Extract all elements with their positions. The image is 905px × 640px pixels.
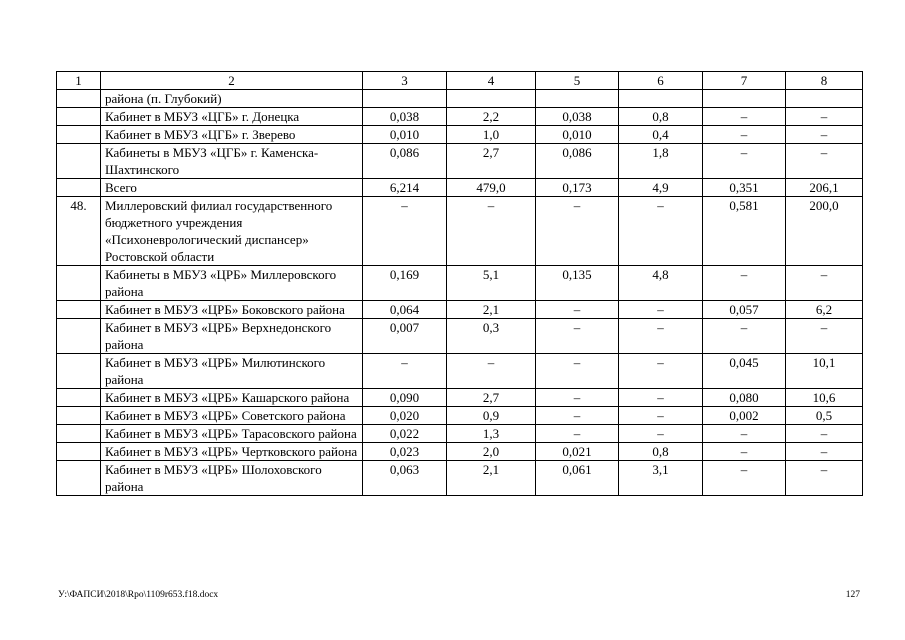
row-name-cell: Всего: [101, 179, 363, 197]
row-name-cell: Кабинет в МБУЗ «ЦРБ» Чертковского района: [101, 443, 363, 461]
value-cell-col-6: 3,1: [619, 461, 703, 496]
value-cell-col-5: 0,038: [536, 108, 619, 126]
value-cell-col-4: 0,3: [447, 319, 536, 354]
value-cell-col-7: [703, 90, 786, 108]
value-cell-col-6: [619, 90, 703, 108]
table-row: [57, 108, 863, 126]
value-cell-col-4: 5,1: [447, 266, 536, 301]
value-cell-col-7: –: [703, 108, 786, 126]
row-number-cell: [57, 407, 101, 425]
header-cell: 7: [703, 72, 786, 90]
value-cell-col-3: 0,023: [363, 443, 447, 461]
value-cell-col-8: –: [786, 443, 863, 461]
value-cell-col-5: –: [536, 319, 619, 354]
value-cell-col-6: –: [619, 354, 703, 389]
value-cell-col-6: –: [619, 425, 703, 443]
page-number: 127: [845, 590, 860, 600]
value-cell-col-8: –: [786, 266, 863, 301]
value-cell-col-7: 0,351: [703, 179, 786, 197]
value-cell-col-3: 0,064: [363, 301, 447, 319]
value-cell-col-3: 0,022: [363, 425, 447, 443]
value-cell-col-7: 0,080: [703, 389, 786, 407]
table-row: [57, 179, 863, 197]
value-cell-col-3: 0,086: [363, 144, 447, 179]
table-row: [57, 144, 863, 179]
row-name-cell: Кабинет в МБУЗ «ЦРБ» Советского района: [101, 407, 363, 425]
value-cell-col-6: 4,9: [619, 179, 703, 197]
value-cell-col-6: 1,8: [619, 144, 703, 179]
value-cell-col-7: –: [703, 425, 786, 443]
value-cell-col-5: –: [536, 197, 619, 266]
value-cell-col-5: 0,173: [536, 179, 619, 197]
value-cell-col-4: 2,1: [447, 301, 536, 319]
header-cell: 2: [101, 72, 363, 90]
table-row: [57, 425, 863, 443]
value-cell-col-5: –: [536, 407, 619, 425]
value-cell-col-6: –: [619, 407, 703, 425]
value-cell-col-3: 0,063: [363, 461, 447, 496]
value-cell-col-7: –: [703, 126, 786, 144]
value-cell-col-8: –: [786, 461, 863, 496]
row-name-cell: Кабинеты в МБУЗ «ЦРБ» Миллеровского района: [101, 266, 363, 301]
row-number-cell: [57, 443, 101, 461]
value-cell-col-7: –: [703, 144, 786, 179]
row-name-cell: Кабинет в МБУЗ «ЦРБ» Верхнедонского района: [101, 319, 363, 354]
value-cell-col-3: 0,020: [363, 407, 447, 425]
row-number-cell: [57, 319, 101, 354]
header-cell: 4: [447, 72, 536, 90]
row-name-cell: Кабинет в МБУЗ «ЦРБ» Тарасовского района: [101, 425, 363, 443]
table-row: [57, 266, 863, 301]
value-cell-col-6: 0,4: [619, 126, 703, 144]
table-row: [57, 407, 863, 425]
value-cell-col-7: 0,581: [703, 197, 786, 266]
row-number-cell: 48.: [57, 197, 101, 266]
value-cell-col-5: 0,010: [536, 126, 619, 144]
value-cell-col-7: 0,002: [703, 407, 786, 425]
row-number-cell: [57, 266, 101, 301]
value-cell-col-6: 0,8: [619, 108, 703, 126]
row-number-cell: [57, 389, 101, 407]
value-cell-col-8: –: [786, 108, 863, 126]
table-row: [57, 126, 863, 144]
row-number-cell: [57, 108, 101, 126]
value-cell-col-8: [786, 90, 863, 108]
row-number-cell: [57, 425, 101, 443]
table-row: [57, 461, 863, 496]
table-row: [57, 354, 863, 389]
row-name-cell: Миллеровский филиал государственного бюджетного учреждения «Психоневрологический диспансер» Ростовской области: [101, 197, 363, 266]
value-cell-col-6: 0,8: [619, 443, 703, 461]
value-cell-col-6: –: [619, 197, 703, 266]
row-name-cell: района (п. Глубокий): [101, 90, 363, 108]
row-name-cell: Кабинет в МБУЗ «ЦГБ» г. Зверево: [101, 126, 363, 144]
value-cell-col-6: –: [619, 319, 703, 354]
value-cell-col-3: –: [363, 197, 447, 266]
value-cell-col-5: –: [536, 301, 619, 319]
value-cell-col-4: 2,7: [447, 389, 536, 407]
table-row: [57, 319, 863, 354]
value-cell-col-5: –: [536, 354, 619, 389]
value-cell-col-4: 2,1: [447, 461, 536, 496]
table-row: [57, 301, 863, 319]
value-cell-col-4: 1,0: [447, 126, 536, 144]
value-cell-col-3: 6,214: [363, 179, 447, 197]
value-cell-col-7: –: [703, 443, 786, 461]
header-cell: 6: [619, 72, 703, 90]
value-cell-col-6: –: [619, 301, 703, 319]
header-cell: 1: [57, 72, 101, 90]
value-cell-col-4: 479,0: [447, 179, 536, 197]
value-cell-col-7: –: [703, 461, 786, 496]
header-row: [57, 72, 863, 90]
table-row: [57, 90, 863, 108]
value-cell-col-7: 0,045: [703, 354, 786, 389]
value-cell-col-3: 0,169: [363, 266, 447, 301]
value-cell-col-8: –: [786, 144, 863, 179]
value-cell-col-6: 4,8: [619, 266, 703, 301]
value-cell-col-4: 2,2: [447, 108, 536, 126]
value-cell-col-8: –: [786, 425, 863, 443]
value-cell-col-4: –: [447, 354, 536, 389]
value-cell-col-8: –: [786, 319, 863, 354]
value-cell-col-8: 200,0: [786, 197, 863, 266]
value-cell-col-7: 0,057: [703, 301, 786, 319]
value-cell-col-4: 2,7: [447, 144, 536, 179]
row-number-cell: [57, 354, 101, 389]
value-cell-col-8: –: [786, 126, 863, 144]
value-cell-col-5: 0,135: [536, 266, 619, 301]
value-cell-col-3: 0,010: [363, 126, 447, 144]
row-name-cell: Кабинет в МБУЗ «ЦРБ» Шолоховского района: [101, 461, 363, 496]
header-cell: 8: [786, 72, 863, 90]
row-number-cell: [57, 144, 101, 179]
value-cell-col-3: –: [363, 354, 447, 389]
value-cell-col-8: 206,1: [786, 179, 863, 197]
value-cell-col-8: 10,6: [786, 389, 863, 407]
table-row: [57, 443, 863, 461]
table-row: [57, 197, 863, 266]
row-name-cell: Кабинет в МБУЗ «ЦРБ» Кашарского района: [101, 389, 363, 407]
row-name-cell: Кабинет в МБУЗ «ЦРБ» Боковского района: [101, 301, 363, 319]
header-cell: 5: [536, 72, 619, 90]
value-cell-col-8: 6,2: [786, 301, 863, 319]
value-cell-col-7: –: [703, 266, 786, 301]
header-cell: 3: [363, 72, 447, 90]
value-cell-col-8: 10,1: [786, 354, 863, 389]
value-cell-col-3: 0,090: [363, 389, 447, 407]
row-number-cell: [57, 179, 101, 197]
value-cell-col-5: 0,021: [536, 443, 619, 461]
value-cell-col-5: 0,061: [536, 461, 619, 496]
table-row: [57, 389, 863, 407]
row-number-cell: [57, 126, 101, 144]
row-number-cell: [57, 90, 101, 108]
value-cell-col-5: [536, 90, 619, 108]
value-cell-col-4: –: [447, 197, 536, 266]
value-cell-col-5: –: [536, 425, 619, 443]
footer-file-path: У:\ФАПСИ\2018\Rpo\1109r653.f18.docx: [58, 590, 219, 600]
value-cell-col-4: 2,0: [447, 443, 536, 461]
row-name-cell: Кабинет в МБУЗ «ЦГБ» г. Донецка: [101, 108, 363, 126]
value-cell-col-4: [447, 90, 536, 108]
row-number-cell: [57, 301, 101, 319]
value-cell-col-6: –: [619, 389, 703, 407]
row-name-cell: Кабинет в МБУЗ «ЦРБ» Милютинского района: [101, 354, 363, 389]
value-cell-col-3: 0,038: [363, 108, 447, 126]
row-name-cell: Кабинеты в МБУЗ «ЦГБ» г. Каменска-Шахтинского: [101, 144, 363, 179]
value-cell-col-3: [363, 90, 447, 108]
value-cell-col-5: 0,086: [536, 144, 619, 179]
value-cell-col-7: –: [703, 319, 786, 354]
value-cell-col-4: 0,9: [447, 407, 536, 425]
row-number-cell: [57, 461, 101, 496]
data-table: [56, 71, 863, 496]
value-cell-col-4: 1,3: [447, 425, 536, 443]
value-cell-col-3: 0,007: [363, 319, 447, 354]
value-cell-col-5: –: [536, 389, 619, 407]
value-cell-col-8: 0,5: [786, 407, 863, 425]
